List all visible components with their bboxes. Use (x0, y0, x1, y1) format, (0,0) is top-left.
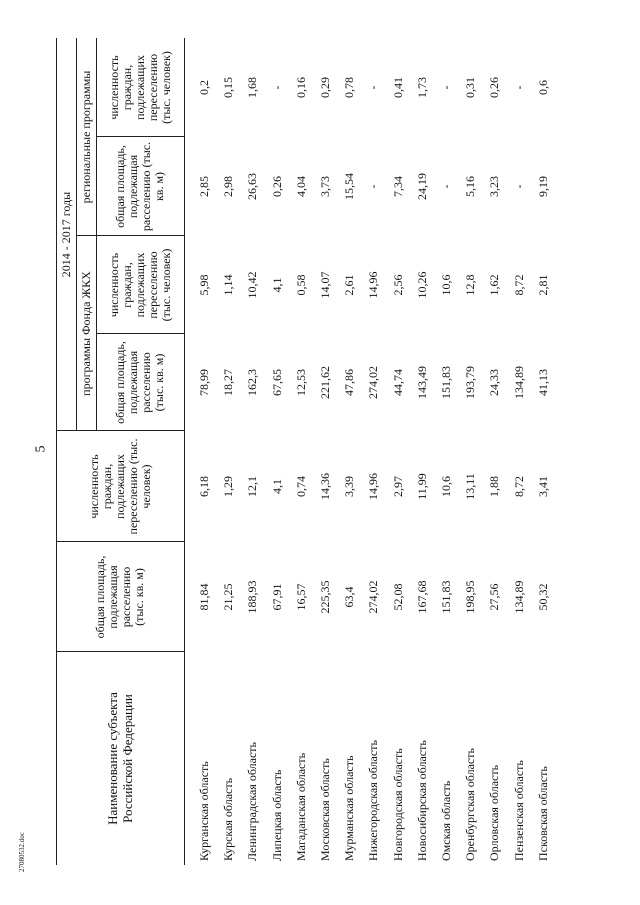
cell-reg-people: 1,73 (414, 77, 429, 98)
cell-area: 16,57 (293, 583, 308, 611)
cell-reg-area: 9,19 (535, 176, 550, 197)
cell-reg-area: 0,26 (269, 176, 284, 197)
cell-reg-area: 3,23 (487, 176, 502, 197)
footer-doc-code: 27080532.doc (18, 832, 26, 872)
cell-reg-area: 2,85 (197, 176, 211, 197)
cell-reg-people: 0,29 (318, 77, 332, 98)
cell-people: 6,18 (197, 476, 211, 497)
cell-area: 198,95 (463, 580, 478, 614)
cell-reg-area: 24,19 (414, 173, 429, 200)
table-row (410, 0, 434, 905)
cell-reg-area: 26,63 (245, 173, 260, 200)
cell-reg-area: - (511, 184, 526, 189)
table-row (507, 0, 531, 905)
cell-reg-people: - (366, 85, 381, 90)
cell-reg-people: 0,15 (221, 77, 236, 98)
header-fund-programs: программы Фонда ЖКХ (78, 271, 93, 396)
cell-fund-people: 2,61 (342, 274, 357, 296)
cell-area: 27,56 (487, 583, 502, 611)
table-row (531, 0, 555, 905)
header-regional-area: общая площадь, подлежащая расселению (тыс. кв. м) (113, 141, 166, 232)
cell-name: Омская область (439, 780, 453, 861)
table-row (313, 0, 337, 905)
cell-people: 10,6 (439, 476, 453, 497)
cell-reg-people: - (511, 85, 526, 90)
cell-fund-area: 221,62 (318, 366, 332, 399)
table-row (265, 0, 289, 905)
cell-area: 81,84 (197, 583, 211, 611)
cell-name: Новгородская область (390, 748, 405, 861)
cell-fund-area: 47,86 (342, 369, 357, 396)
cell-reg-people: - (269, 85, 284, 90)
cell-fund-people: 8,72 (511, 274, 526, 296)
cell-reg-people: - (439, 85, 453, 90)
cell-area: 21,25 (221, 583, 236, 611)
cell-people: 14,96 (366, 473, 381, 500)
cell-area: 167,68 (414, 580, 429, 614)
cell-name: Оренбургская область (463, 748, 478, 861)
cell-area: 52,08 (390, 583, 405, 611)
cell-reg-people: 0,41 (390, 77, 405, 98)
cell-people: 8,72 (511, 476, 526, 497)
table-row (482, 0, 506, 905)
cell-people: 14,36 (318, 473, 332, 500)
table-header-bottom-border (184, 38, 185, 865)
cell-reg-people: 0,31 (463, 77, 478, 98)
cell-reg-area: 15,54 (342, 173, 357, 200)
cell-reg-area: - (439, 184, 453, 189)
cell-people: 3,41 (535, 476, 550, 497)
table-row (192, 0, 216, 905)
cell-fund-people: 14,96 (366, 271, 381, 299)
cell-fund-area: 12,53 (293, 369, 308, 396)
cell-people: 3,39 (342, 476, 357, 497)
table-row (434, 0, 458, 905)
cell-fund-people: 2,81 (535, 274, 550, 296)
table-row (337, 0, 361, 905)
cell-reg-area: 4,04 (293, 176, 308, 197)
cell-people: 0,74 (293, 476, 308, 497)
cell-people: 11,99 (414, 473, 429, 500)
cell-reg-area: 5,16 (463, 176, 478, 197)
table-row (240, 0, 264, 905)
header-regional-programs: региональные программы (78, 70, 93, 204)
cell-name: Курская область (221, 777, 236, 861)
cell-fund-area: 41,13 (535, 369, 550, 396)
cell-area: 274,02 (366, 580, 381, 614)
cell-people: 12,1 (245, 476, 260, 497)
cell-area: 134,89 (511, 580, 526, 614)
table-row (361, 0, 385, 905)
cell-area: 50,32 (535, 583, 550, 611)
cell-name: Курганская область (197, 761, 211, 861)
header-fund-people: численность граждан, подлежащих переселению (тыс. человек) (106, 248, 173, 322)
cell-area: 188,93 (245, 580, 260, 614)
table-row (289, 0, 313, 905)
header-subject: Наименование субъекта Российской Федерации (105, 692, 135, 825)
cell-people: 13,11 (463, 473, 478, 500)
cell-area: 67,91 (269, 583, 284, 611)
cell-reg-people: 1,68 (245, 77, 260, 98)
cell-fund-area: 274,02 (366, 366, 381, 399)
cell-name: Нижегородская область (366, 740, 381, 861)
cell-area: 225,35 (318, 580, 332, 614)
cell-reg-people: 0,26 (487, 77, 502, 98)
cell-fund-area: 44,74 (390, 369, 405, 396)
cell-fund-people: 12,8 (463, 274, 478, 296)
cell-fund-people: 14,07 (318, 271, 332, 299)
cell-people: 4,1 (269, 479, 284, 494)
cell-name: Новосибирская область (414, 740, 429, 861)
cell-people: 1,88 (487, 476, 502, 497)
cell-fund-people: 0,58 (293, 274, 308, 296)
cell-fund-area: 24,33 (487, 369, 502, 396)
cell-name: Магаданская область (293, 752, 308, 861)
cell-fund-area: 193,79 (463, 366, 478, 399)
cell-name: Ленинградская область (245, 742, 260, 861)
cell-fund-people: 1,14 (221, 274, 236, 296)
cell-name: Мурманская область (342, 755, 357, 861)
cell-name: Орловская область (487, 764, 502, 861)
cell-reg-area: 3,73 (318, 176, 332, 197)
cell-fund-people: 2,56 (390, 274, 405, 296)
cell-fund-people: 10,26 (414, 271, 429, 299)
cell-fund-people: 10,6 (439, 274, 453, 296)
cell-fund-people: 5,98 (197, 274, 211, 296)
cell-fund-area: 18,27 (221, 369, 236, 396)
cell-reg-people: 0,2 (197, 80, 211, 95)
cell-people: 2,97 (390, 476, 405, 497)
header-total-area: общая площадь, подлежащая расселению (тыс. кв. м) (93, 555, 146, 639)
cell-area: 151,83 (439, 580, 453, 614)
header-regional-people: численность граждан, подлежащих переселению (тыс. человек) (106, 51, 173, 124)
header-total-people: численность граждан, подлежащих переселению (тыс. человек) (86, 438, 153, 535)
cell-name: Московская область (318, 758, 332, 861)
table-row (458, 0, 482, 905)
table-row (386, 0, 410, 905)
table-body (192, 0, 592, 905)
cell-reg-people: 0,6 (535, 80, 550, 95)
cell-reg-area: - (366, 184, 381, 189)
cell-reg-people: 0,78 (342, 77, 357, 98)
cell-fund-area: 78,99 (197, 369, 211, 396)
cell-fund-area: 134,89 (511, 366, 526, 399)
header-period: 2014 - 2017 годы (58, 191, 73, 278)
cell-fund-area: 67,65 (269, 369, 284, 396)
cell-fund-people: 4,1 (269, 277, 284, 293)
cell-reg-area: 7,34 (390, 176, 405, 197)
table-row (216, 0, 240, 905)
cell-fund-area: 162,3 (245, 369, 260, 396)
cell-fund-area: 151,83 (439, 366, 453, 399)
cell-reg-people: 0,16 (293, 77, 308, 98)
cell-fund-people: 1,62 (487, 274, 502, 296)
cell-people: 1,29 (221, 476, 236, 497)
cell-area: 63,4 (342, 586, 357, 608)
cell-fund-people: 10,42 (245, 271, 260, 299)
header-fund-area: общая площадь, подлежащая расселению (тыс. кв. м) (113, 341, 166, 424)
cell-name: Псковская область (535, 766, 550, 861)
cell-reg-area: 2,98 (221, 176, 236, 197)
cell-fund-area: 143,49 (414, 366, 429, 399)
cell-name: Пензенская область (511, 760, 526, 861)
page-number: 5 (33, 445, 49, 453)
cell-name: Липецкая область (269, 769, 284, 861)
